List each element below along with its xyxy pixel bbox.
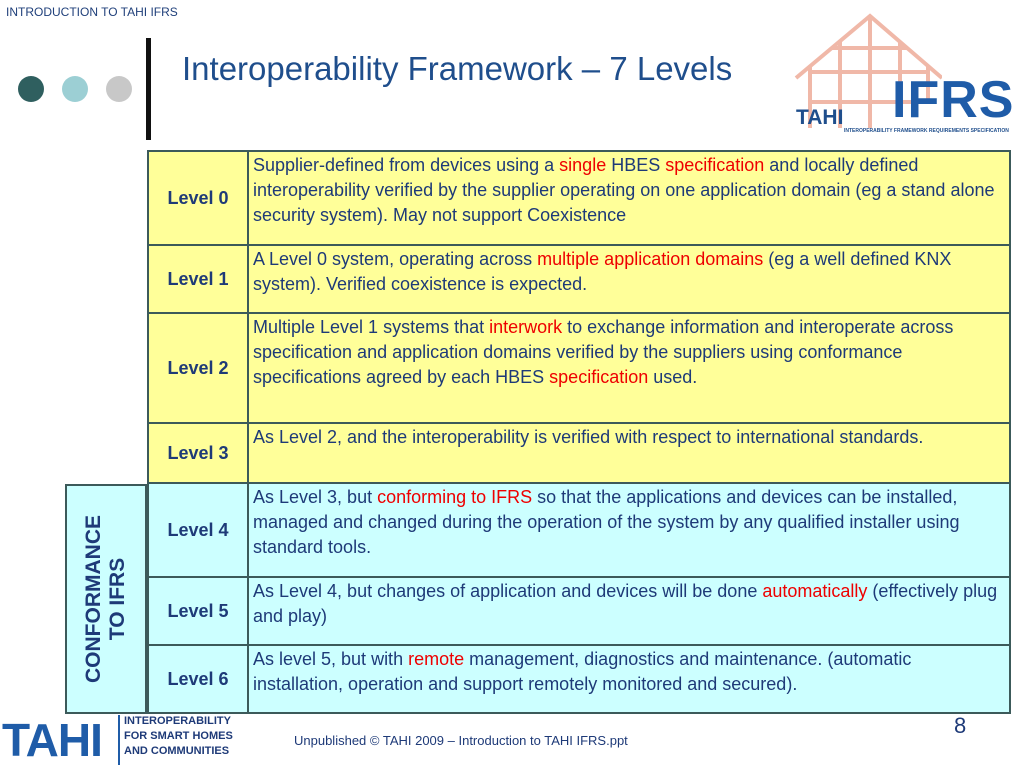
highlighted-term: single bbox=[559, 155, 607, 175]
description-text: As Level 3, but bbox=[253, 487, 378, 507]
highlighted-term: multiple application domains bbox=[537, 249, 764, 269]
level-description bbox=[248, 645, 1010, 713]
levels-table bbox=[147, 150, 1011, 714]
description-text: to exchange information and interoperate across specification and application domains verified by the suppliers using conformance specifications agreed by each HBES bbox=[253, 317, 954, 387]
description-text: As Level 4, but changes of application and devices will be done bbox=[253, 581, 763, 601]
highlighted-term: specification bbox=[549, 367, 649, 387]
description-text: A Level 0 system, operating across bbox=[253, 249, 538, 269]
title-divider bbox=[146, 38, 151, 140]
conformance-label-line2: TO IFRS bbox=[106, 557, 129, 641]
dot-dark-icon bbox=[18, 76, 44, 102]
page-title: Interoperability Framework – 7 Levels bbox=[182, 50, 733, 87]
page-number: 8 bbox=[954, 713, 967, 738]
description-text: As level 5, but with bbox=[253, 649, 409, 669]
highlighted-term: conforming to IFRS bbox=[377, 487, 533, 507]
highlighted-term: remote bbox=[408, 649, 465, 669]
description-text: Multiple Level 1 systems that bbox=[253, 317, 490, 337]
logo-tahi-text: TAHI bbox=[796, 106, 844, 129]
footer-tahi-logo bbox=[0, 713, 244, 767]
level-row bbox=[148, 483, 1010, 577]
level-description bbox=[248, 313, 1010, 423]
tahi-ifrs-logo bbox=[792, 12, 1015, 134]
level-label: Level 1 bbox=[148, 245, 248, 313]
level-description bbox=[248, 151, 1010, 245]
footer-logo-line3: AND COMMUNITIES bbox=[124, 745, 230, 757]
level-description bbox=[248, 577, 1010, 645]
level-row bbox=[148, 313, 1010, 423]
level-row bbox=[148, 645, 1010, 713]
highlighted-term: automatically bbox=[762, 581, 868, 601]
level-row bbox=[148, 577, 1010, 645]
dot-grey-icon bbox=[106, 76, 132, 102]
level-description bbox=[248, 483, 1010, 577]
level-label: Level 6 bbox=[148, 645, 248, 713]
level-row bbox=[148, 151, 1010, 245]
level-label: Level 0 bbox=[148, 151, 248, 245]
description-text: (eg a well defined KNX system). Verified coexistence is expected. bbox=[253, 249, 952, 294]
footer-logo-line2: FOR SMART HOMES bbox=[124, 730, 233, 742]
footer-logo-tahi: TAHI bbox=[2, 714, 102, 766]
logo-ifrs-text: IFRS bbox=[892, 71, 1015, 129]
description-text: Supplier-defined from devices using a bbox=[253, 155, 560, 175]
dot-teal-icon bbox=[62, 76, 88, 102]
conformance-band bbox=[65, 484, 147, 714]
description-text: (effectively plug and play) bbox=[253, 581, 998, 626]
description-text: and locally defined interoperability verified by the supplier operating on one application domain (eg a stand alone security system). May not support Coexistence bbox=[253, 155, 995, 225]
level-label: Level 5 bbox=[148, 577, 248, 645]
description-text: management, diagnostics and maintenance. (automatic installation, operation and support remotely monitored and secured). bbox=[253, 649, 912, 694]
header-label: INTRODUCTION TO TAHI IFRS bbox=[6, 5, 178, 19]
description-text: HBES bbox=[606, 155, 666, 175]
highlighted-term: specification bbox=[665, 155, 765, 175]
level-description bbox=[248, 423, 1010, 483]
description-text: used. bbox=[648, 367, 698, 387]
logo-tagline: INTEROPERABILITY FRAMEWORK REQUIREMENTS SPECIFICATION bbox=[844, 128, 1009, 134]
footer-logo-divider bbox=[118, 715, 120, 765]
description-text: As Level 2, and the interoperability is verified with respect to international standards. bbox=[253, 427, 924, 447]
highlighted-term: interwork bbox=[489, 317, 563, 337]
level-label: Level 2 bbox=[148, 313, 248, 423]
conformance-label-line1: CONFORMANCE bbox=[82, 515, 105, 683]
level-description bbox=[248, 245, 1010, 313]
description-text: so that the applications and devices can be installed, managed and changed during the operation of the system by any qualified installer using standard tools. bbox=[253, 487, 960, 557]
level-row bbox=[148, 423, 1010, 483]
level-label: Level 4 bbox=[148, 483, 248, 577]
decorative-dots bbox=[18, 76, 132, 102]
footer-copyright: Unpublished © TAHI 2009 – Introduction to TAHI IFRS.ppt bbox=[294, 733, 628, 748]
footer-logo-line1: INTEROPERABILITY bbox=[124, 715, 231, 727]
level-row bbox=[148, 245, 1010, 313]
level-label: Level 3 bbox=[148, 423, 248, 483]
